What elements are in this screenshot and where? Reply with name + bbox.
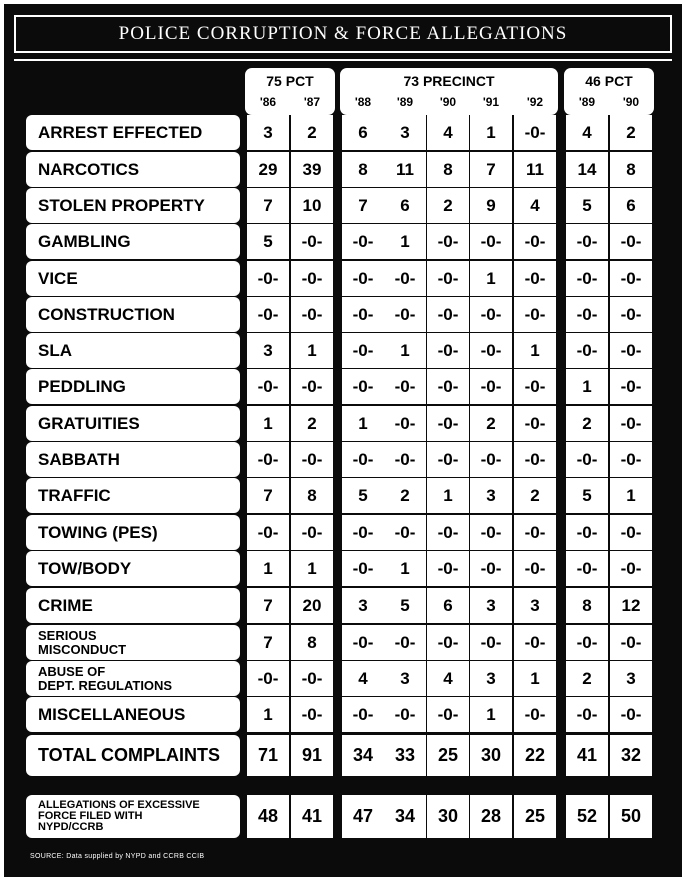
table-cell: -0- (566, 261, 608, 296)
table-cell: 5 (342, 478, 384, 513)
title-divider (14, 59, 672, 61)
table-cell: -0- (291, 261, 333, 296)
table-cell: 1 (291, 333, 333, 368)
force-label: ALLEGATIONS OF EXCESSIVE FORCE FILED WITH NYPD/CCRB (26, 795, 240, 838)
row-label: VICE (26, 261, 240, 296)
table-title: POLICE CORRUPTION & FORCE ALLEGATIONS (14, 15, 672, 53)
table-cell: -0- (247, 515, 289, 550)
table-cell: -0- (610, 406, 652, 441)
row-label: TOW/BODY (26, 551, 240, 586)
table-cell: 1 (384, 551, 426, 586)
table-cell: -0- (514, 369, 556, 404)
table-cell: -0- (384, 261, 426, 296)
table-cell: 1 (291, 551, 333, 586)
table-cell: 9 (470, 188, 512, 223)
table-cell: -0- (342, 297, 384, 332)
table-cell: -0- (610, 551, 652, 586)
year-header: '87 (303, 95, 321, 109)
table-cell: 2 (610, 115, 652, 150)
table-cell: -0- (384, 625, 426, 660)
table-cell: 3 (610, 661, 652, 696)
table-cell: -0- (427, 515, 469, 550)
source-note: SOURCE: Data supplied by NYPD and CCRB CCIB (30, 853, 205, 860)
table-cell: -0- (610, 369, 652, 404)
row-label: GAMBLING (26, 224, 240, 259)
table-cell: -0- (427, 369, 469, 404)
table-cell: 1 (247, 697, 289, 732)
table-cell: 5 (247, 224, 289, 259)
force-cell: 47 (342, 795, 384, 838)
total-cell: 41 (566, 735, 608, 776)
table-cell: 29 (247, 152, 289, 187)
table-cell: 1 (470, 697, 512, 732)
row-label: SABBATH (26, 442, 240, 477)
table-cell: 3 (247, 115, 289, 150)
table-cell: 7 (247, 588, 289, 623)
table-cell: -0- (566, 625, 608, 660)
table-cell: 1 (247, 551, 289, 586)
table-cell: -0- (247, 297, 289, 332)
total-cell: 71 (247, 735, 289, 776)
table-cell: 7 (470, 152, 512, 187)
table-cell: 6 (610, 188, 652, 223)
table-cell: -0- (610, 333, 652, 368)
table-cell: 2 (384, 478, 426, 513)
force-cell: 30 (427, 795, 469, 838)
table-cell: -0- (514, 551, 556, 586)
table-cell: 1 (470, 115, 512, 150)
table-cell: -0- (247, 442, 289, 477)
table-cell: 3 (384, 661, 426, 696)
table-cell: -0- (566, 551, 608, 586)
table-cell: 8 (566, 588, 608, 623)
table-cell: -0- (610, 297, 652, 332)
table-cell: 4 (427, 115, 469, 150)
row-label: ARREST EFFECTED (26, 115, 240, 150)
table-cell: 7 (247, 478, 289, 513)
table-cell: -0- (291, 297, 333, 332)
total-cell: 34 (342, 735, 384, 776)
force-cell: 41 (291, 795, 333, 838)
year-header: '90 (622, 95, 640, 109)
year-header: '88 (354, 95, 372, 109)
table-cell: 3 (342, 588, 384, 623)
table-cell: -0- (514, 515, 556, 550)
column-group-label: 73 PRECINCT (403, 73, 495, 89)
table-cell: -0- (427, 551, 469, 586)
table-cell: -0- (610, 515, 652, 550)
table-cell: 8 (342, 152, 384, 187)
table-cell: -0- (342, 625, 384, 660)
table-cell: 3 (470, 588, 512, 623)
table-cell: 8 (291, 478, 333, 513)
table-cell: 3 (247, 333, 289, 368)
table-cell: -0- (427, 261, 469, 296)
table-cell: 20 (291, 588, 333, 623)
row-label: SLA (26, 333, 240, 368)
row-label: MISCELLANEOUS (26, 697, 240, 732)
table-cell: -0- (247, 369, 289, 404)
year-header: '90 (439, 95, 457, 109)
row-label: ABUSE OF DEPT. REGULATIONS (26, 661, 240, 696)
table-cell: 7 (247, 625, 289, 660)
table-cell: 1 (610, 478, 652, 513)
table-cell: -0- (470, 224, 512, 259)
table-cell: -0- (342, 333, 384, 368)
total-cell: 33 (384, 735, 426, 776)
table-cell: -0- (470, 297, 512, 332)
table-cell: 2 (291, 115, 333, 150)
table-cell: 1 (384, 333, 426, 368)
force-cell: 25 (514, 795, 556, 838)
table-cell: -0- (342, 697, 384, 732)
table-cell: 2 (470, 406, 512, 441)
table-cell: -0- (514, 261, 556, 296)
table-cell: 1 (514, 661, 556, 696)
table-cell: -0- (427, 333, 469, 368)
table-cell: 8 (610, 152, 652, 187)
table-cell: -0- (514, 625, 556, 660)
total-label: TOTAL COMPLAINTS (26, 735, 240, 776)
table-cell: -0- (470, 515, 512, 550)
table-cell: -0- (514, 697, 556, 732)
table-cell: -0- (514, 115, 556, 150)
table-cell: -0- (384, 297, 426, 332)
table-cell: 39 (291, 152, 333, 187)
table-cell: -0- (514, 406, 556, 441)
table-cell: 8 (427, 152, 469, 187)
table-cell: 4 (514, 188, 556, 223)
force-cell: 50 (610, 795, 652, 838)
table-cell: -0- (610, 625, 652, 660)
table-cell: 4 (342, 661, 384, 696)
table-cell: -0- (566, 515, 608, 550)
table-cell: -0- (247, 261, 289, 296)
table-cell: 1 (342, 406, 384, 441)
table-cell: 6 (342, 115, 384, 150)
table-cell: 3 (514, 588, 556, 623)
table-cell: 4 (427, 661, 469, 696)
row-label: SERIOUS MISCONDUCT (26, 625, 240, 660)
table-cell: 4 (566, 115, 608, 150)
table-cell: 5 (384, 588, 426, 623)
table-cell: -0- (384, 515, 426, 550)
force-cell: 28 (470, 795, 512, 838)
row-label: CONSTRUCTION (26, 297, 240, 332)
table-cell: 5 (566, 188, 608, 223)
table-cell: 1 (247, 406, 289, 441)
table-cell: -0- (384, 369, 426, 404)
table-cell: 7 (247, 188, 289, 223)
table-cell: 1 (470, 261, 512, 296)
table-cell: -0- (291, 515, 333, 550)
table-cell: 6 (384, 188, 426, 223)
row-label: CRIME (26, 588, 240, 623)
table-cell: 1 (566, 369, 608, 404)
table-cell: -0- (291, 661, 333, 696)
total-cell: 22 (514, 735, 556, 776)
table-cell: -0- (427, 224, 469, 259)
table-cell: -0- (291, 369, 333, 404)
table-cell: -0- (514, 224, 556, 259)
table-cell: -0- (470, 333, 512, 368)
total-cell: 30 (470, 735, 512, 776)
table-cell: -0- (342, 515, 384, 550)
table-cell: 11 (514, 152, 556, 187)
table-cell: -0- (384, 697, 426, 732)
row-label: TOWING (PES) (26, 515, 240, 550)
table-cell: -0- (427, 406, 469, 441)
year-header: '91 (482, 95, 500, 109)
total-cell: 91 (291, 735, 333, 776)
table-cell: -0- (470, 442, 512, 477)
table-cell: -0- (514, 297, 556, 332)
year-header: '92 (526, 95, 544, 109)
table-cell: -0- (610, 224, 652, 259)
table-cell: 1 (384, 224, 426, 259)
table-cell: -0- (427, 625, 469, 660)
table-cell: -0- (514, 442, 556, 477)
table-cell: -0- (566, 442, 608, 477)
table-cell: 3 (470, 661, 512, 696)
table-cell: -0- (427, 442, 469, 477)
table-cell: 3 (384, 115, 426, 150)
table-cell: -0- (470, 551, 512, 586)
table-cell: -0- (566, 697, 608, 732)
table-cell: 1 (514, 333, 556, 368)
column-group-label: 75 PCT (266, 73, 314, 89)
table-cell: 2 (566, 406, 608, 441)
table-cell: -0- (427, 697, 469, 732)
table-cell: 5 (566, 478, 608, 513)
year-header: '89 (578, 95, 596, 109)
year-header: '86 (259, 95, 277, 109)
total-cell: 32 (610, 735, 652, 776)
table-cell: -0- (342, 224, 384, 259)
year-header: '89 (396, 95, 414, 109)
table-cell: 6 (427, 588, 469, 623)
table-cell: -0- (470, 625, 512, 660)
force-cell: 52 (566, 795, 608, 838)
force-cell: 48 (247, 795, 289, 838)
table-cell: 2 (514, 478, 556, 513)
table-cell: -0- (384, 406, 426, 441)
table-cell: 7 (342, 188, 384, 223)
table-cell: -0- (291, 697, 333, 732)
table-cell: -0- (566, 333, 608, 368)
table-cell: -0- (427, 297, 469, 332)
table-cell: -0- (610, 697, 652, 732)
table-cell: -0- (610, 442, 652, 477)
table-cell: -0- (470, 369, 512, 404)
table-cell: -0- (342, 551, 384, 586)
table-cell: -0- (247, 661, 289, 696)
table-cell: -0- (342, 442, 384, 477)
total-cell: 25 (427, 735, 469, 776)
table-cell: 2 (566, 661, 608, 696)
table-cell: 1 (427, 478, 469, 513)
table-cell: 2 (291, 406, 333, 441)
row-label: TRAFFIC (26, 478, 240, 513)
table-cell: -0- (610, 261, 652, 296)
row-label: NARCOTICS (26, 152, 240, 187)
force-cell: 34 (384, 795, 426, 838)
row-label: PEDDLING (26, 369, 240, 404)
table-cell: 8 (291, 625, 333, 660)
table-cell: 2 (427, 188, 469, 223)
table-cell: 10 (291, 188, 333, 223)
table-cell: -0- (291, 224, 333, 259)
row-label: GRATUITIES (26, 406, 240, 441)
table-cell: -0- (566, 224, 608, 259)
table-cell: 12 (610, 588, 652, 623)
table-cell: 14 (566, 152, 608, 187)
table-cell: -0- (566, 297, 608, 332)
table-cell: -0- (342, 369, 384, 404)
table-cell: 3 (470, 478, 512, 513)
table-cell: -0- (291, 442, 333, 477)
table-cell: -0- (342, 261, 384, 296)
column-group-label: 46 PCT (585, 73, 633, 89)
table-cell: -0- (384, 442, 426, 477)
table-cell: 11 (384, 152, 426, 187)
row-label: STOLEN PROPERTY (26, 188, 240, 223)
